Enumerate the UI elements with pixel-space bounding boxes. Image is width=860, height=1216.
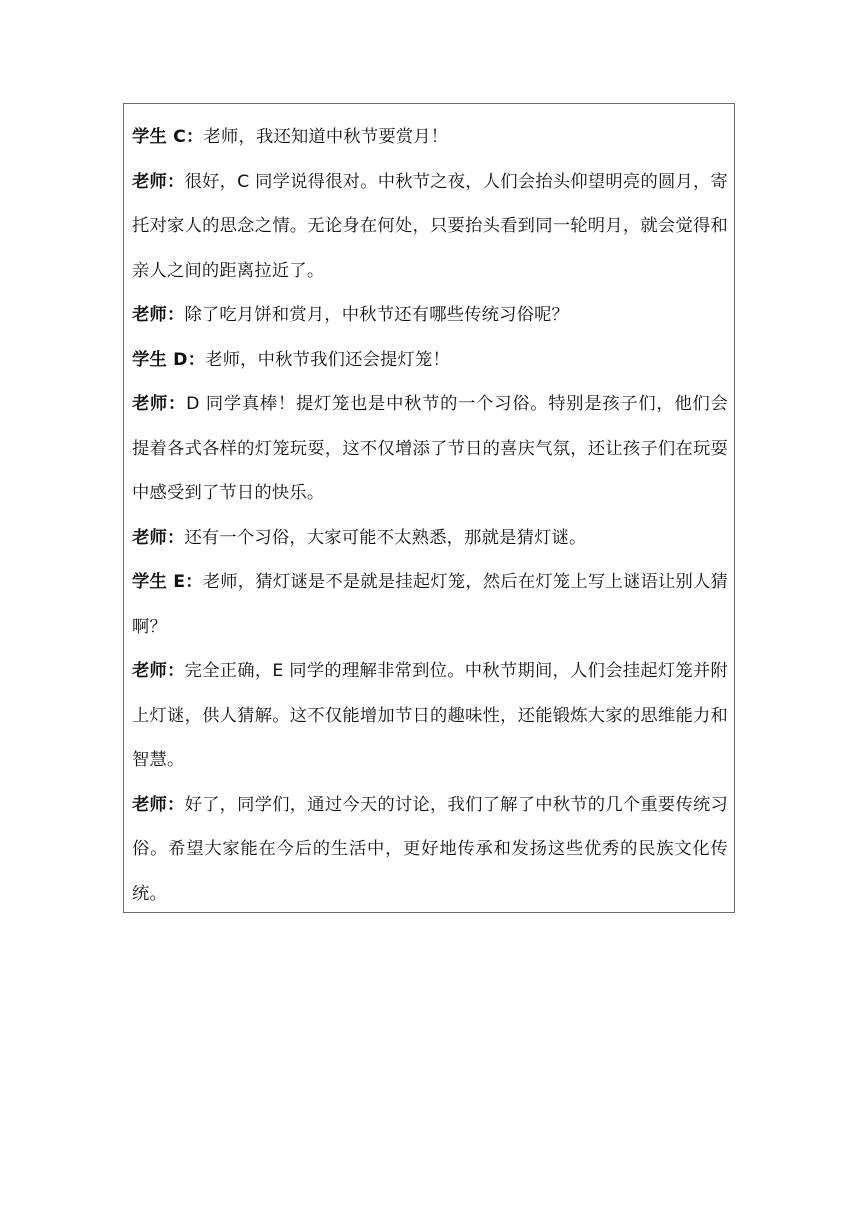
dialogue-text: 除了吃月饼和赏月，中秋节还有哪些传统习俗呢？	[184, 305, 570, 325]
dialogue-text: D 同学真棒！提灯笼也是中秋节的一个习俗。特别是孩子们，他们会提着各式各样的灯笼玩耍，这不仅增添了节日的喜庆气氛，还让孩子们在玩耍中感受到了节日的快乐。	[132, 394, 728, 503]
dialogue-line-teacher	[132, 382, 728, 516]
speaker-label: 学生 C：	[132, 127, 204, 147]
dialogue-line-student-c	[132, 115, 728, 160]
speaker-label: 老师：	[132, 171, 185, 192]
dialogue-line-teacher	[132, 293, 728, 338]
speaker-label: 学生 E：	[132, 572, 203, 592]
dialogue-text: 老师，猜灯谜是不是就是挂起灯笼，然后在灯笼上写上谜语让别人猜啊？	[132, 572, 728, 637]
speaker-label: 老师：	[132, 661, 185, 681]
dialogue-line-teacher	[132, 649, 728, 783]
speaker-label: 老师：	[132, 394, 187, 414]
dialogue-text: 完全正确，E 同学的理解非常到位。中秋节期间，人们会挂起灯笼并附上灯谜，供人猜解。这不仅能增加节日的趣味性，还能锻炼大家的思维能力和智慧。	[132, 661, 728, 770]
dialogue-text: 很好，C 同学说得很对。中秋节之夜，人们会抬头仰望明亮的圆月，寄托对家人的思念之情。无论身在何处，只要抬头看到同一轮明月，就会觉得和亲人之间的距离拉近了。	[132, 171, 728, 281]
speaker-label: 学生 D：	[132, 349, 206, 370]
dialogue-line-student-d	[132, 338, 728, 383]
dialogue-line-teacher	[132, 783, 728, 917]
speaker-label: 老师：	[132, 305, 185, 325]
dialogue-text: 还有一个习俗，大家可能不太熟悉，那就是猜灯谜。	[184, 527, 587, 548]
dialogue-line-student-e	[132, 560, 728, 649]
dialogue-line-teacher	[132, 160, 728, 294]
dialogue-text: 好了，同学们，通过今天的讨论，我们了解了中秋节的几个重要传统习俗。希望大家能在今后的生活中，更好地传承和发扬这些优秀的民族文化传统。	[132, 794, 728, 904]
dialogue-table-cell	[123, 103, 735, 913]
speaker-label: 老师：	[132, 794, 185, 815]
dialogue-text: 老师，我还知道中秋节要赏月！	[203, 127, 449, 147]
speaker-label: 老师：	[132, 527, 185, 548]
dialogue-text: 老师，中秋节我们还会提灯笼！	[205, 349, 450, 370]
dialogue-line-teacher	[132, 516, 728, 561]
